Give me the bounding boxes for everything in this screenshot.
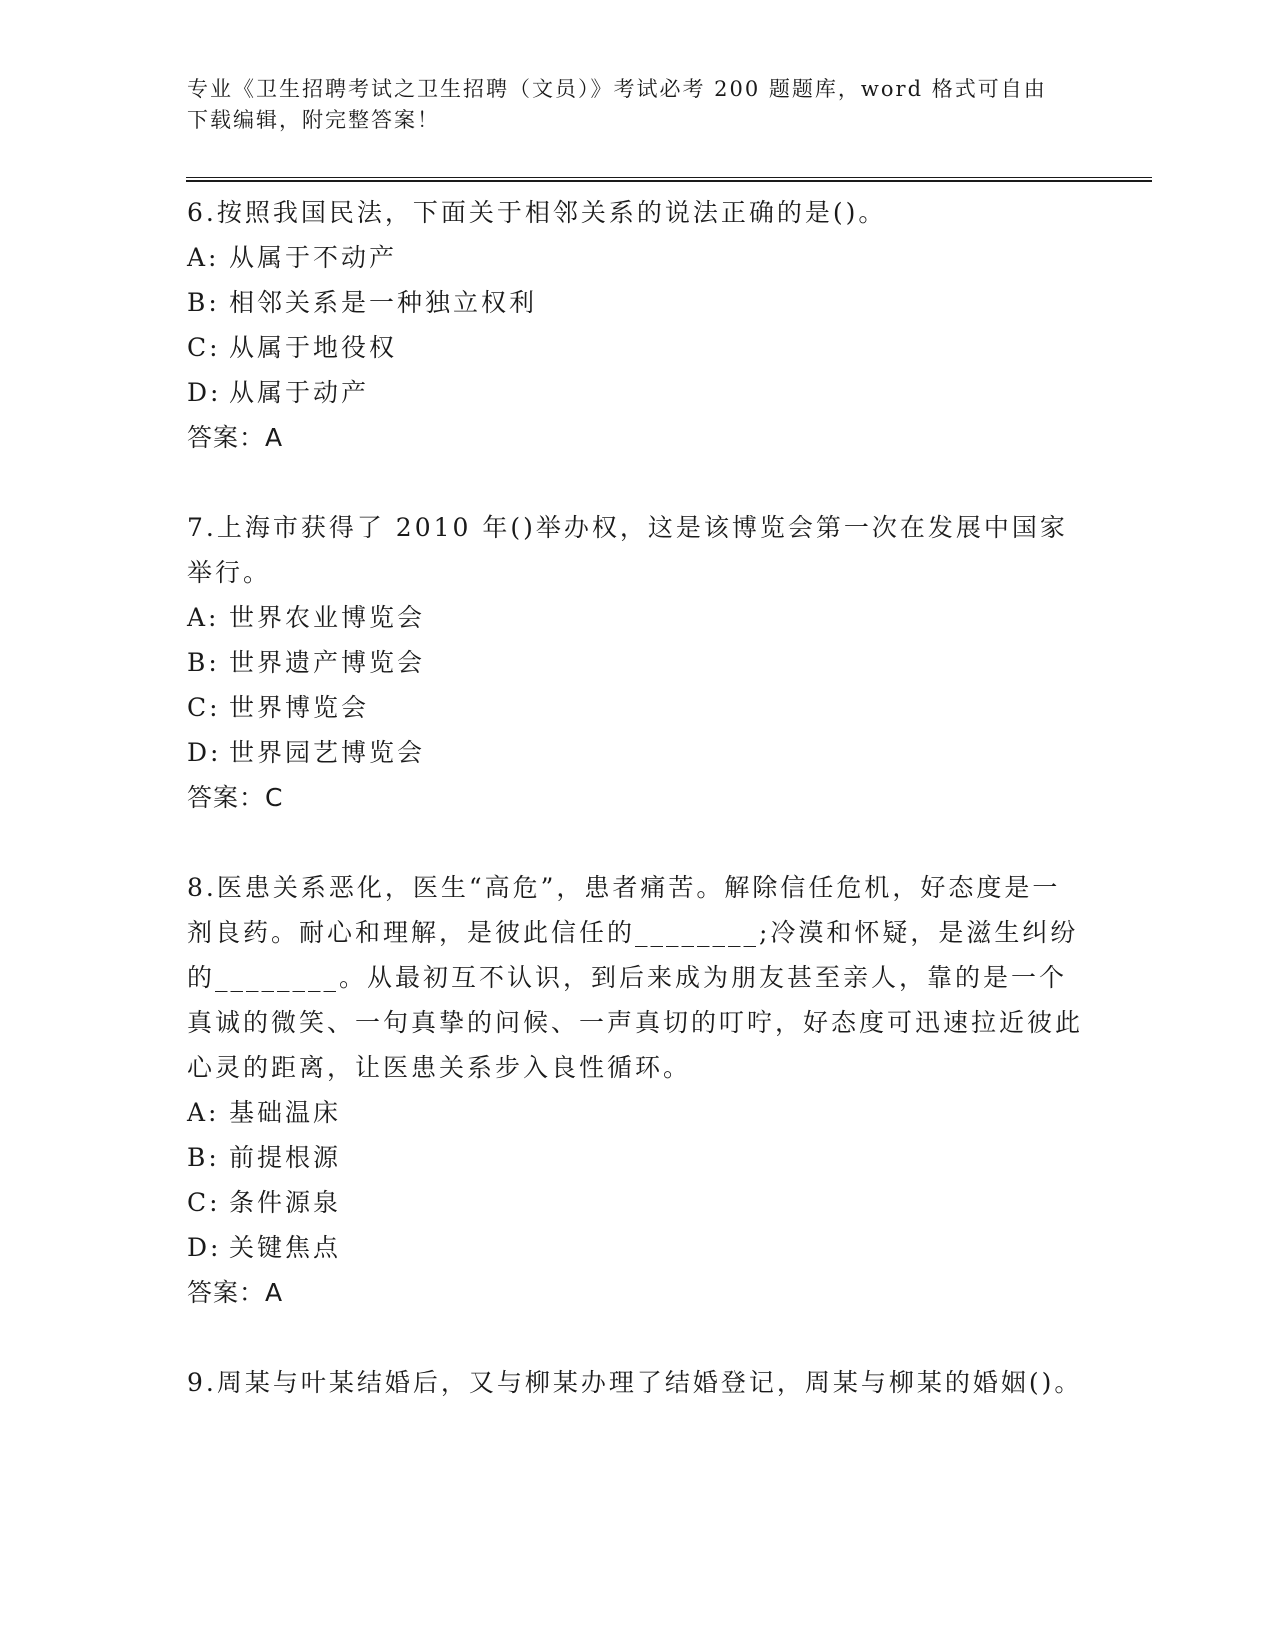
option-a: [187, 235, 1087, 280]
option-c: [187, 685, 1087, 730]
option-text: 条件源泉: [229, 1188, 342, 1217]
option-text: 关键焦点: [229, 1233, 342, 1262]
answer-line: 答案：C: [187, 783, 284, 812]
option-text: 从属于动产: [229, 378, 370, 407]
answer-line: 答案：A: [187, 1278, 284, 1307]
option-text: 基础温床: [229, 1098, 342, 1127]
option-b: [187, 280, 1087, 325]
option-text: 世界园艺博览会: [229, 738, 426, 767]
option-label: A:: [187, 243, 220, 272]
option-text: 世界遗产博览会: [229, 648, 426, 677]
option-text: 前提根源: [229, 1143, 342, 1172]
option-a: [187, 595, 1087, 640]
option-d: [187, 730, 1087, 775]
question-9: [187, 1360, 1087, 1405]
option-label: B:: [187, 648, 220, 677]
option-text: 世界博览会: [229, 693, 370, 722]
question-6: [187, 190, 1087, 460]
document-intro: 专业《卫生招聘考试之卫生招聘（文员）》考试必考 200 题题库，word 格式可自由下载编辑，附完整答案！: [187, 77, 1047, 132]
option-d: [187, 370, 1087, 415]
option-label: B:: [187, 288, 220, 317]
question-8: [187, 865, 1087, 1315]
option-c: [187, 1180, 1087, 1225]
option-label: C:: [187, 333, 221, 362]
option-label: C:: [187, 1188, 221, 1217]
question-7: [187, 505, 1087, 820]
question-stem: 6.按照我国民法，下面关于相邻关系的说法正确的是()。: [187, 198, 887, 227]
option-label: D:: [187, 1233, 222, 1262]
question-stem: 7.上海市获得了 2010 年()举办权，这是该博览会第一次在发展中国家举行。: [187, 513, 1068, 587]
option-label: A:: [187, 603, 220, 632]
header-divider: [186, 177, 1152, 182]
option-label: C:: [187, 693, 221, 722]
question-list: [187, 190, 1087, 1405]
option-text: 从属于不动产: [229, 243, 398, 272]
option-b: [187, 640, 1087, 685]
question-stem: 8.医患关系恶化，医生“高危”，患者痛苦。解除信任危机，好态度是一剂良药。耐心和理解，是彼此信任的________;冷漠和怀疑，是滋生纠纷的________。从最初互不认识，到后来成为朋友甚至亲人，靠的是一个真诚的微笑、一句真挚的问候、一声真切的叮咛，好态度可迅速拉近彼此心灵的距离，让医患关系步入良性循环。: [187, 873, 1084, 1082]
option-text: 从属于地役权: [229, 333, 398, 362]
option-a: [187, 1090, 1087, 1135]
option-label: A:: [187, 1098, 220, 1127]
option-label: B:: [187, 1143, 220, 1172]
option-text: 相邻关系是一种独立权利: [229, 288, 538, 317]
option-label: D:: [187, 378, 222, 407]
option-d: [187, 1225, 1087, 1270]
option-c: [187, 325, 1087, 370]
answer-line: 答案：A: [187, 423, 284, 452]
question-stem: 9.周某与叶某结婚后，又与柳某办理了结婚登记，周某与柳某的婚姻()。: [187, 1368, 1083, 1397]
option-label: D:: [187, 738, 222, 767]
option-b: [187, 1135, 1087, 1180]
option-text: 世界农业博览会: [229, 603, 426, 632]
